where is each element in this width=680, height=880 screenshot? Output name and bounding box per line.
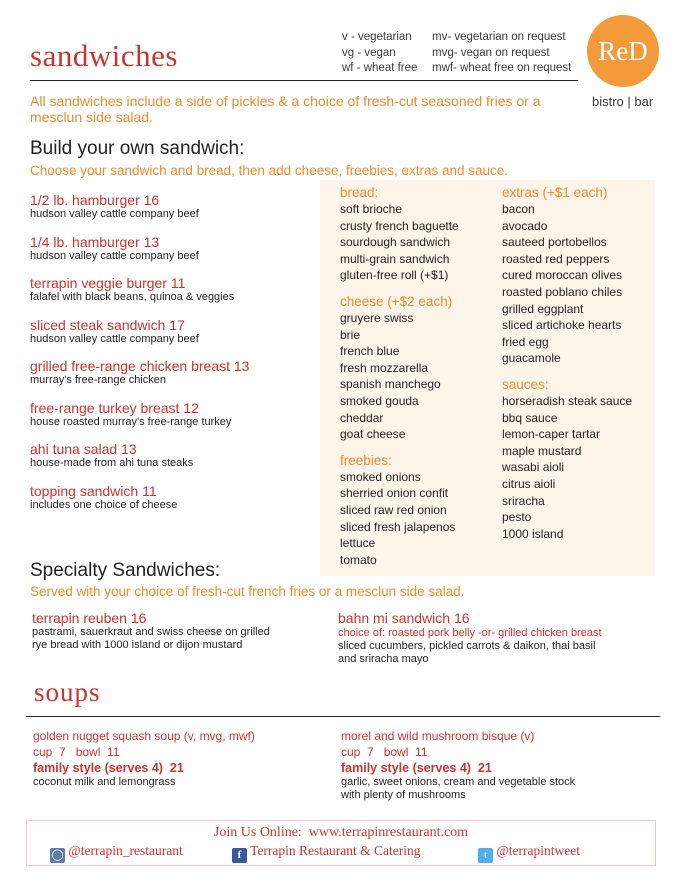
freebies-heading: freebies:	[340, 452, 392, 468]
soup-desc: garlic, sweet onions, cream and vegetable stock	[341, 776, 576, 788]
sandwich-name: terrapin veggie burger 11	[30, 275, 186, 291]
specialty-choice: choice of: roasted pork belly -or- grilled chicken breast	[338, 627, 602, 639]
sandwich-item	[30, 441, 320, 483]
sauce-option: bbq sauce	[502, 410, 558, 425]
sandwich-name: 1/2 lb. hamburger 16	[30, 192, 160, 208]
options-col-right	[502, 184, 652, 542]
sandwich-item	[30, 358, 320, 400]
freebie-option: lettuce	[340, 536, 376, 551]
cheese-option: smoked gouda	[340, 393, 419, 408]
twitter-handle: @terrapintweet	[496, 843, 581, 858]
sauce-option: 1000 island	[502, 526, 564, 541]
legend-entry: mwf- wheat free on request	[432, 62, 572, 74]
instagram-handle: @terrapin_restaurant	[68, 843, 183, 858]
sauce-option: horseradish steak sauce	[502, 393, 633, 408]
sandwich-name: grilled free-range chicken breast 13	[30, 358, 250, 374]
cheese-option: spanish manchego	[340, 377, 441, 392]
extras-list	[502, 201, 652, 367]
logo-text: ReD	[598, 36, 648, 66]
sandwich-desc: hudson valley cattle company beef	[30, 332, 199, 345]
bread-option: gluten-free roll (+$1)	[340, 268, 449, 283]
sauce-option: lemon-caper tartar	[502, 427, 601, 442]
soup-right	[341, 729, 651, 802]
sandwich-item	[30, 483, 320, 525]
extra-option: bacon	[502, 202, 535, 216]
facebook-name: Terrapin Restaurant & Catering	[250, 843, 421, 858]
specialty-heading: Specialty Sandwiches:	[30, 560, 221, 581]
sauce-option: pesto	[502, 510, 532, 525]
sandwich-desc: house-made from ahi tuna steaks	[30, 457, 194, 469]
sandwich-name: free-range turkey breast 12	[30, 399, 199, 416]
sandwich-desc: includes one choice of cheese	[30, 498, 178, 511]
cheese-list	[340, 310, 500, 443]
extra-option: guacamole	[502, 351, 561, 366]
freebie-option: smoked onions	[340, 469, 421, 484]
soup-name: golden nugget squash soup (v, mvg, mwf)	[33, 729, 255, 743]
soup-sizes: cup 7 bowl 11	[33, 745, 120, 759]
specialty-subheading: Served with your choice of fresh-cut french fries or a mesclun side salad.	[30, 584, 465, 599]
bread-list	[340, 201, 500, 284]
sandwich-item	[30, 234, 320, 276]
extra-option: roasted red peppers	[502, 251, 610, 266]
sandwich-name: 1/4 lb. hamburger 13	[30, 233, 160, 250]
cheese-option: french blue	[340, 344, 400, 359]
sandwich-desc: hudson valley cattle company beef	[30, 208, 199, 220]
legend-entry: wf - wheat free	[342, 62, 418, 74]
build-subheading: Choose your sandwich and bread, then add cheese, freebies, extras and sauce.	[30, 163, 509, 178]
extra-option: cured moroccan olives	[502, 268, 623, 283]
sandwich-name: topping sandwich 11	[30, 482, 157, 499]
diet-legend-right	[432, 30, 571, 77]
sauces-list	[502, 393, 652, 542]
sandwich-desc: hudson valley cattle company beef	[30, 249, 199, 262]
sandwich-list	[30, 192, 320, 524]
page-title: sandwiches	[30, 38, 178, 73]
soup-left	[33, 729, 333, 789]
extra-option: fried egg	[502, 334, 549, 349]
sandwich-desc: falafel with black beans, quinoa & veggies	[30, 291, 235, 303]
soups-title: soups	[34, 677, 101, 707]
legend-entry: mvg- vegan on request	[432, 46, 550, 59]
sauces-heading: sauces:	[502, 376, 549, 392]
sauce-option: wasabi aioli	[502, 460, 565, 475]
specialty-right	[338, 610, 658, 666]
bread-option: soft brioche	[340, 202, 403, 216]
facebook-icon: f	[232, 848, 247, 863]
extra-option: sliced artichoke hearts	[502, 318, 622, 333]
sandwich-desc: murray's free-range chicken	[30, 374, 166, 386]
specialty-left	[32, 610, 322, 652]
cheese-option: brie	[340, 327, 361, 342]
twitter-link[interactable]	[478, 843, 580, 863]
freebie-option: tomato	[340, 552, 377, 567]
sauce-option: citrus aioli	[502, 476, 556, 491]
extra-option: sauteed portobellos	[502, 235, 607, 250]
sandwich-name: sliced steak sandwich 17	[30, 316, 185, 333]
build-heading: Build your own sandwich:	[30, 138, 245, 159]
sandwich-item	[30, 400, 320, 442]
soup-desc: coconut milk and lemongrass	[33, 776, 176, 788]
freebie-option: sherried onion confit	[340, 486, 449, 501]
sandwich-item	[30, 192, 320, 234]
soup-name: morel and wild mushroom bisque (v)	[341, 729, 535, 743]
specialty-desc: sliced cucumbers, pickled carrots & daikon, thai basil	[338, 640, 596, 652]
specialty-desc: rye bread with 1000 island or dijon mustard	[32, 639, 243, 651]
logo	[587, 15, 659, 87]
instagram-icon: ◯	[51, 849, 64, 861]
bread-option: crusty french baguette	[340, 218, 459, 233]
cheese-option: goat cheese	[340, 427, 406, 442]
sauce-option: maple mustard	[502, 443, 582, 458]
header-rule	[30, 80, 578, 81]
soup-family: family style (serves 4) 21	[341, 761, 492, 775]
sandwich-item	[30, 275, 320, 317]
join-us-text: Join Us Online: www.terrapinrestaurant.com	[213, 825, 469, 840]
facebook-link[interactable]	[232, 843, 421, 863]
cheese-option: fresh mozzarella	[340, 360, 429, 375]
instagram-link[interactable]	[50, 843, 183, 863]
cheese-option: gruyere swiss	[340, 310, 414, 325]
specialty-desc: pastrami, sauerkraut and swiss cheese on grilled	[32, 626, 270, 638]
cheese-option: cheddar	[340, 410, 384, 425]
sandwich-desc: house roasted murray's free-range turkey	[30, 415, 232, 428]
options-col-left	[340, 184, 500, 568]
cheese-heading: cheese (+$2 each)	[340, 293, 453, 309]
legend-entry: mv- vegetarian on request	[432, 31, 566, 43]
extra-option: roasted poblano chiles	[502, 284, 623, 299]
sandwich-name: ahi tuna salad 13	[30, 441, 137, 457]
twitter-icon: t	[478, 848, 493, 863]
extras-heading: extras (+$1 each)	[502, 185, 608, 200]
freebies-list	[340, 469, 500, 569]
sandwich-item	[30, 317, 320, 359]
soup-family: family style (serves 4) 21	[33, 761, 184, 775]
specialty-desc: and sriracha mayo	[338, 653, 429, 665]
soups-rule	[26, 716, 660, 717]
diet-legend-left	[342, 30, 417, 77]
freebie-option: sliced fresh jalapenos	[340, 519, 456, 534]
freebie-option: sliced raw red onion	[340, 502, 447, 517]
sauce-option: sriracha	[502, 493, 545, 508]
bread-option: sourdough sandwich	[340, 235, 451, 250]
tagline: bistro | bar	[592, 94, 654, 109]
legend-entry: vg - vegan	[342, 46, 396, 59]
extra-option: avocado	[502, 218, 548, 233]
soup-desc: with plenty of mushrooms	[341, 789, 466, 801]
specialty-name: bahn mi sandwich 16	[338, 610, 470, 626]
bread-option: multi-grain sandwich	[340, 251, 450, 266]
bread-heading: bread:	[340, 185, 379, 200]
intro-text: All sandwiches include a side of pickles & a choice of fresh-cut seasoned fries or a mesclun side salad.	[30, 93, 541, 125]
legend-entry: v - vegetarian	[342, 31, 412, 43]
soup-sizes: cup 7 bowl 11	[341, 745, 428, 759]
extra-option: grilled eggplant	[502, 301, 584, 316]
specialty-name: terrapin reuben 16	[32, 610, 147, 626]
